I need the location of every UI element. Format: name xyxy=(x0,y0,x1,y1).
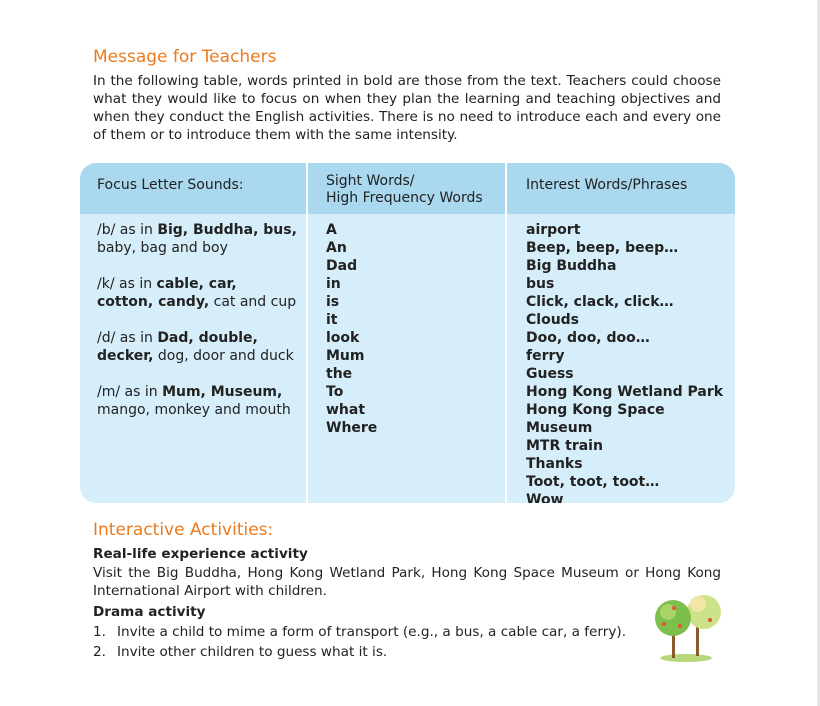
header-sight-words xyxy=(326,173,483,207)
sight-words-column xyxy=(326,221,496,437)
list-item: airport xyxy=(526,222,581,238)
real-life-activity-title: Real-life experience activity xyxy=(93,546,308,562)
list-item: Beep, beep, beep… xyxy=(526,240,679,256)
header-focus-sounds: Focus Letter Sounds: xyxy=(97,177,244,193)
message-title: Message for Teachers xyxy=(93,47,277,67)
list-item: ferry xyxy=(526,348,565,364)
sound-k: /k/ as in cable, car, cotton, candy, cat and cup xyxy=(97,276,297,310)
list-item: Toot, toot, toot… xyxy=(526,474,660,490)
list-item: Where xyxy=(326,420,378,436)
list-item: MTR train xyxy=(526,438,603,454)
list-item: it xyxy=(326,312,338,328)
list-item: Clouds xyxy=(526,312,580,328)
list-item: A xyxy=(326,222,337,238)
list-item: look xyxy=(326,330,360,346)
tree-illustration-icon xyxy=(652,590,724,664)
list-item: 2. Invite other children to guess what it is. xyxy=(93,644,388,660)
activities-title: Interactive Activities: xyxy=(93,520,274,540)
drama-activity-title: Drama activity xyxy=(93,604,206,620)
list-item: Hong Kong Space Museum xyxy=(526,402,665,436)
list-item: Mum xyxy=(326,348,365,364)
sound-d: /d/ as in Dad, double, decker, dog, door and duck xyxy=(97,330,294,364)
column-divider xyxy=(505,163,507,503)
header-sight-words-line2: High Frequency Words xyxy=(326,190,483,206)
real-life-activity-text: Visit the Big Buddha, Hong Kong Wetland Park, Hong Kong Space Museum or Hong Kong International Airport with children. xyxy=(93,565,721,599)
message-intro: In the following table, words printed in bold are those from the text. Teachers could choose what they would like to focus on when they plan the learning and teaching objectives and when they conduct the English activities. There is no need to introduce each and every one of them or to introduce them with the same intensity. xyxy=(93,73,721,143)
column-divider xyxy=(306,163,308,503)
list-item: what xyxy=(326,402,366,418)
list-item: Thanks xyxy=(526,456,583,472)
list-item: Wow xyxy=(526,492,564,503)
list-item: bus xyxy=(526,276,555,292)
list-item: Guess xyxy=(526,366,574,382)
header-interest-words: Interest Words/Phrases xyxy=(526,177,688,193)
drama-activity-list xyxy=(93,622,626,662)
list-item: Hong Kong Wetland Park xyxy=(526,384,724,400)
list-item: 1. Invite a child to mime a form of transport (e.g., a bus, a cable car, a ferry). xyxy=(93,624,627,640)
sound-m: /m/ as in Mum, Museum, mango, monkey and mouth xyxy=(97,384,291,418)
interest-words-column xyxy=(526,221,731,503)
word-table xyxy=(80,163,735,503)
focus-sounds-column xyxy=(97,221,302,437)
sound-b: /b/ as in Big, Buddha, bus, baby, bag and boy xyxy=(97,222,297,256)
list-item: To xyxy=(326,384,344,400)
header-sight-words-line1: Sight Words/ xyxy=(326,173,415,189)
list-item: Big Buddha xyxy=(526,258,617,274)
list-item: Dad xyxy=(326,258,358,274)
list-item: Doo, doo, doo… xyxy=(526,330,650,346)
list-item: An xyxy=(326,240,347,256)
list-item: Click, clack, click… xyxy=(526,294,674,310)
list-item: is xyxy=(326,294,340,310)
list-item: in xyxy=(326,276,341,292)
list-item: the xyxy=(326,366,353,382)
